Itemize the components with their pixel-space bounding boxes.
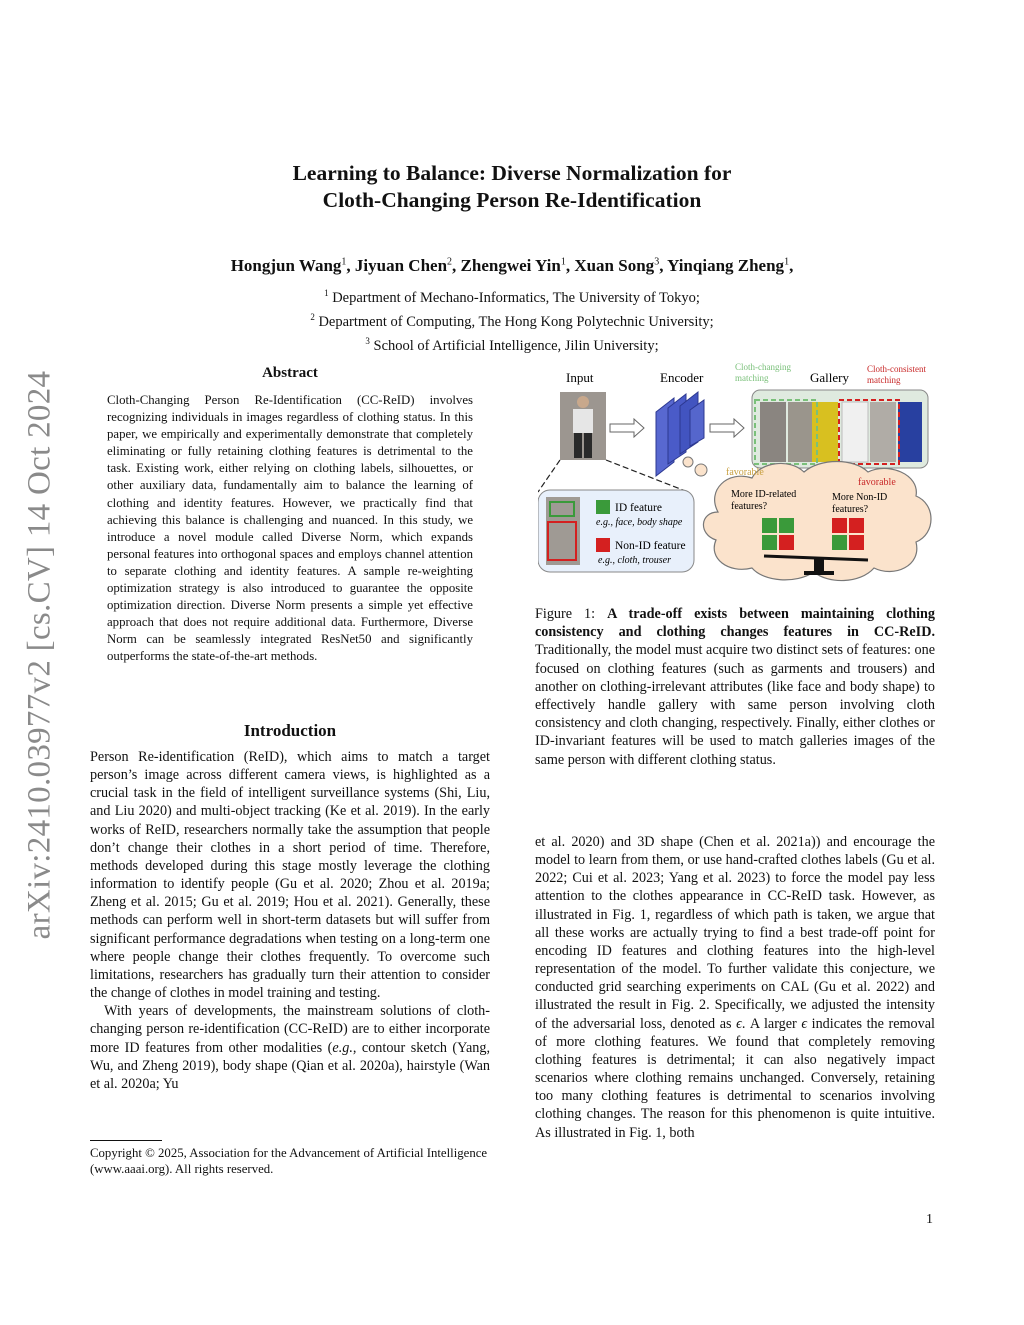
affiliation: $^2$ Department of Computing, The Hong Kong Polytechnic University; bbox=[310, 311, 714, 330]
more-nonid-question: More Non-ID bbox=[832, 492, 888, 503]
non-id-feature-example: e.g., cloth, trouser bbox=[598, 555, 671, 566]
cloth-changing-label-2: matching bbox=[735, 373, 769, 383]
author: Zhengwei Yin$^1$, bbox=[460, 256, 575, 275]
id-feature-example: e.g., face, body shape bbox=[596, 517, 683, 528]
introduction-heading: Introduction bbox=[243, 721, 337, 740]
more-nonid-question-2: features? bbox=[832, 504, 869, 515]
intro-paragraph-1: Person Re-identification (ReID), which aims to match a target person’s image across different camera views, is highlighted as a crucial task in the field of intelligent surveillance systems (Shi, Liu, and Liu 2020) and multi-object tracking (Ke et al. 2019). In the early works of ReID, researchers normally take the assumption that people don’t change their clothes in a short period of time. Therefore, methods developed during this stage mostly leverage the clothing information to identify people (Gu et al. 2020; Zhou et al. 2019a; Zheng et al. 2015; Gu et al. 2019; Hou et al. 2021). Generally, these methods can perform well in short-term datasets but will suffer from significant performance degradations when testing on a long-term one where people change their clothes frequently. To overcome such limitations, researchers has gradually turn their attention to consider the change of clothes in model training and testing. bbox=[90, 749, 490, 1002]
id-feature-swatch bbox=[596, 500, 610, 514]
non-id-feature-label: Non-ID feature bbox=[615, 540, 686, 552]
introduction-left-column bbox=[90, 748, 490, 1093]
author: Yinqiang Zheng$^1$, bbox=[667, 256, 794, 275]
intro-paragraph-3: et al. 2020) and 3D shape (Chen et al. 2021a)) and encourage the model to learn from them, or use hand-crafted clothes labels (Gu et al. 2022; Cui et al. 2023; Yang et al. 2023) to force the model pay less attention to the clothes appearance in CC-ReID task. However, as illustrated in Fig. 1, regardless of which path is taken, we argue that all these works are actually trying to find a best trade-off point for encoding ID features and clothing features into the high-level representation of the model. To further validate this conjecture, we conducted grid searching experiments on CAL (Gu et al. 2022) and illustrated the result in Fig. 2. Specifically, we adjusted the intensity of the adversarial loss, denoted as ϵ. A larger ϵ indicates the removal of more clothing features. We found that completely removing clothing features is detrimental; it can also negatively impact scenarios where clothing remains unchanged. Conversely, retaining too many clothing features is detrimental to scenarios involving clothing changes. The reason for this phenomenon is quite intuitive. As illustrated in Fig. 1, both bbox=[535, 834, 935, 1141]
page-number: 1 bbox=[926, 1212, 933, 1227]
id-feature-label: ID feature bbox=[615, 502, 662, 514]
arxiv-side-label: arXiv:2410.03977v2 [cs.CV] 14 Oct 2024 bbox=[21, 370, 58, 940]
arrow-icon bbox=[710, 419, 744, 437]
introduction-right-column bbox=[535, 833, 935, 1142]
arrow-icon bbox=[610, 419, 644, 437]
encoder-label: Encoder bbox=[660, 370, 704, 385]
title-line-1: Learning to Balance: Diverse Normalization for bbox=[292, 161, 732, 185]
intro-paragraph-2: With years of developments, the mainstream solutions of cloth-changing person re-identification (CC-ReID) are to either incorporate more ID features from other modalities (e.g., contour sketch (Yang, Wu, and Zheng 2019), body shape (Qian et al. 2020a), hairstyle (Wan et al. 2020a; Yu bbox=[90, 1003, 491, 1092]
copyright-notice: Copyright © 2025, Association for the Advancement of Artificial Intelligence (www.aaai.org). All rights reserved. bbox=[90, 1146, 488, 1176]
cloth-changing-label: Cloth-changing bbox=[735, 362, 791, 372]
encoder-blocks bbox=[656, 392, 704, 476]
author: Hongjun Wang$^1$, bbox=[230, 256, 355, 275]
title-line-2: Cloth-Changing Person Re-Identification bbox=[322, 188, 702, 212]
affiliations bbox=[120, 284, 904, 355]
cloth-consistent-label: Cloth-consistent bbox=[867, 364, 926, 374]
non-id-feature-swatch bbox=[596, 538, 610, 552]
abstract-body: Cloth-Changing Person Re-Identification (CC-ReID) involves recognizing individuals in images regardless of clothing status. In this paper, we empirically and experimentally demonstrate that completely eliminating or fully retaining clothing features is detrimental to the task. Existing work, either relying on clothing labels, silhouettes, or other auxiliary data, fundamentally aim to balance the learning of clothing and identity features. However, we practically find that achieving this balance is challenging and nuanced. In this study, we introduce a novel module called Diverse Norm, which expands personal features into orthogonal spaces and employs channel attention to separate clothing and identity features. A sample re-weighting optimization strategy is also introduced to guarantee the opposite optimization direction. Diverse Norm presents a simple yet effective approach that does not require additional data. Furthermore, Diverse Norm can be seamlessly integrated ResNet50 and significantly outperforms the state-of-the-art methods. bbox=[107, 393, 473, 664]
abstract-heading: Abstract bbox=[262, 365, 318, 381]
input-person-image bbox=[560, 392, 606, 460]
author: Xuan Song$^3$, bbox=[574, 256, 668, 275]
more-id-question-2: features? bbox=[731, 501, 768, 512]
more-id-question: More ID-related bbox=[731, 489, 797, 500]
cropped-person-image bbox=[546, 497, 580, 565]
figure-1-caption: Figure 1: A trade-off exists between maintaining clothing consistency and clothing changes features in CC-ReID. Traditionally, the model must acquire two distinct sets of features: one focused on clothing features (such as garments and trousers) and another on clothing-irrelevant attributes (like face and body shape) to effectively handle gallery with same person involving cloth consistency and cloth changing, respectively. Finally, either clothes or ID-invariant features will be used to match galleries images of the same person with different clothing status. bbox=[535, 606, 936, 768]
input-label: Input bbox=[566, 370, 594, 385]
footnote-rule bbox=[90, 1140, 162, 1141]
figure-1-diagram bbox=[538, 362, 938, 584]
affiliation: $^1$ Department of Mechano-Informatics, The University of Tokyo; bbox=[324, 288, 700, 306]
affiliation: $^3$ School of Artificial Intelligence, Jilin University; bbox=[365, 335, 659, 354]
paper-title bbox=[120, 160, 904, 214]
favorable-right-label: favorable bbox=[858, 477, 896, 488]
favorable-left-label: favorable bbox=[726, 467, 764, 478]
author: Jiyuan Chen$^2$, bbox=[354, 256, 461, 275]
cloth-consistent-label-2: matching bbox=[867, 375, 901, 385]
author-list bbox=[80, 256, 944, 276]
gallery-label: Gallery bbox=[810, 370, 849, 385]
